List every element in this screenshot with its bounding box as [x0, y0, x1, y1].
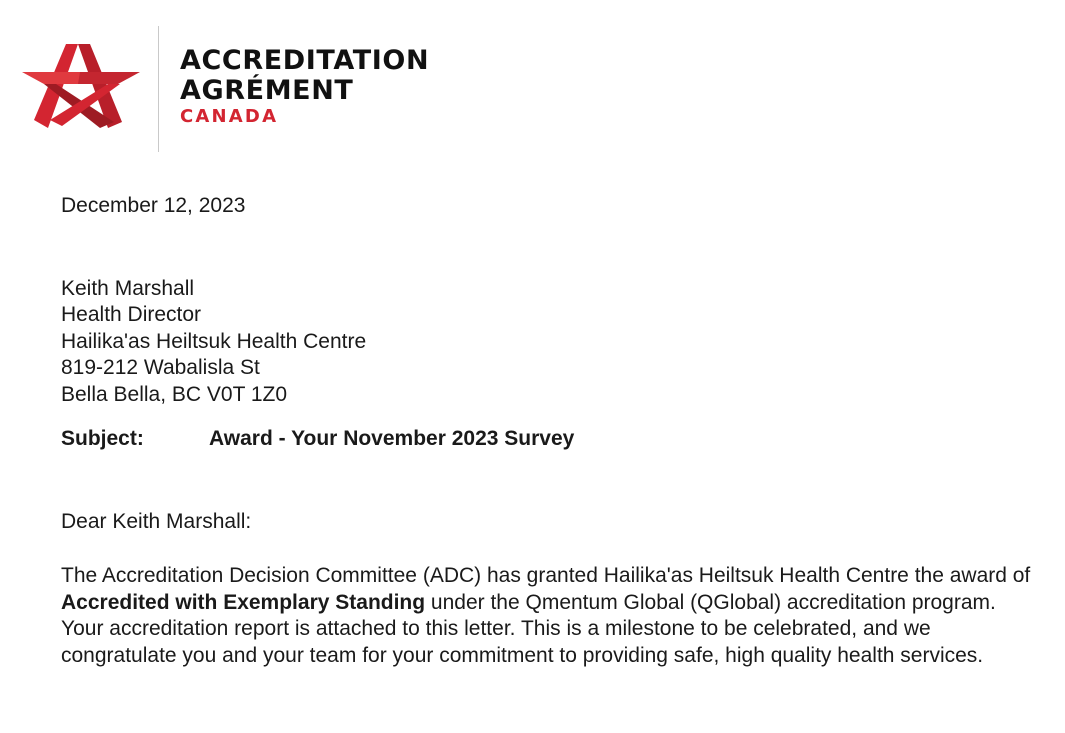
salutation: Dear Keith Marshall:	[61, 509, 252, 533]
recipient-title: Health Director	[61, 303, 202, 326]
body-text-part1: The Accreditation Decision Committee (ADC) has granted Hailika'as Heiltsuk Health Centre the award of	[61, 564, 1031, 587]
recipient-address	[61, 276, 1041, 409]
recipient-organization: Hailika'as Heiltsuk Health Centre	[61, 329, 367, 353]
brand-wordmark	[180, 46, 429, 128]
letter-date: December 12, 2023	[61, 194, 246, 217]
letterhead	[0, 0, 1065, 160]
subject-line	[61, 426, 1041, 453]
recipient-name: Keith Marshall	[61, 276, 195, 300]
recipient-street: 819-212 Wabalisla St	[61, 356, 260, 379]
body-paragraph	[61, 563, 1041, 669]
logo-divider	[158, 26, 159, 152]
recipient-city: Bella Bella, BC V0T 1Z0	[61, 382, 288, 406]
brand-line-canada: CANADA	[180, 106, 279, 127]
award-status: Accredited with Exemplary Standing	[61, 590, 426, 614]
accreditation-star-logo-icon	[22, 38, 142, 133]
letter-body	[61, 193, 1041, 669]
body-text-part2: under the Qmentum Global (QGlobal) accreditation program. Your accreditation report is attached to this letter. This is a milestone to be celebrated, and we congratulate you and your team for your commitment to providing safe, high quality health services.	[61, 590, 996, 667]
subject-text: Award - Your November 2023 Survey	[209, 427, 575, 450]
brand-line-accreditation: ACCREDITATION	[180, 45, 430, 76]
subject-label: Subject:	[61, 427, 144, 450]
brand-line-agrement: AGRÉMENT	[180, 75, 354, 106]
